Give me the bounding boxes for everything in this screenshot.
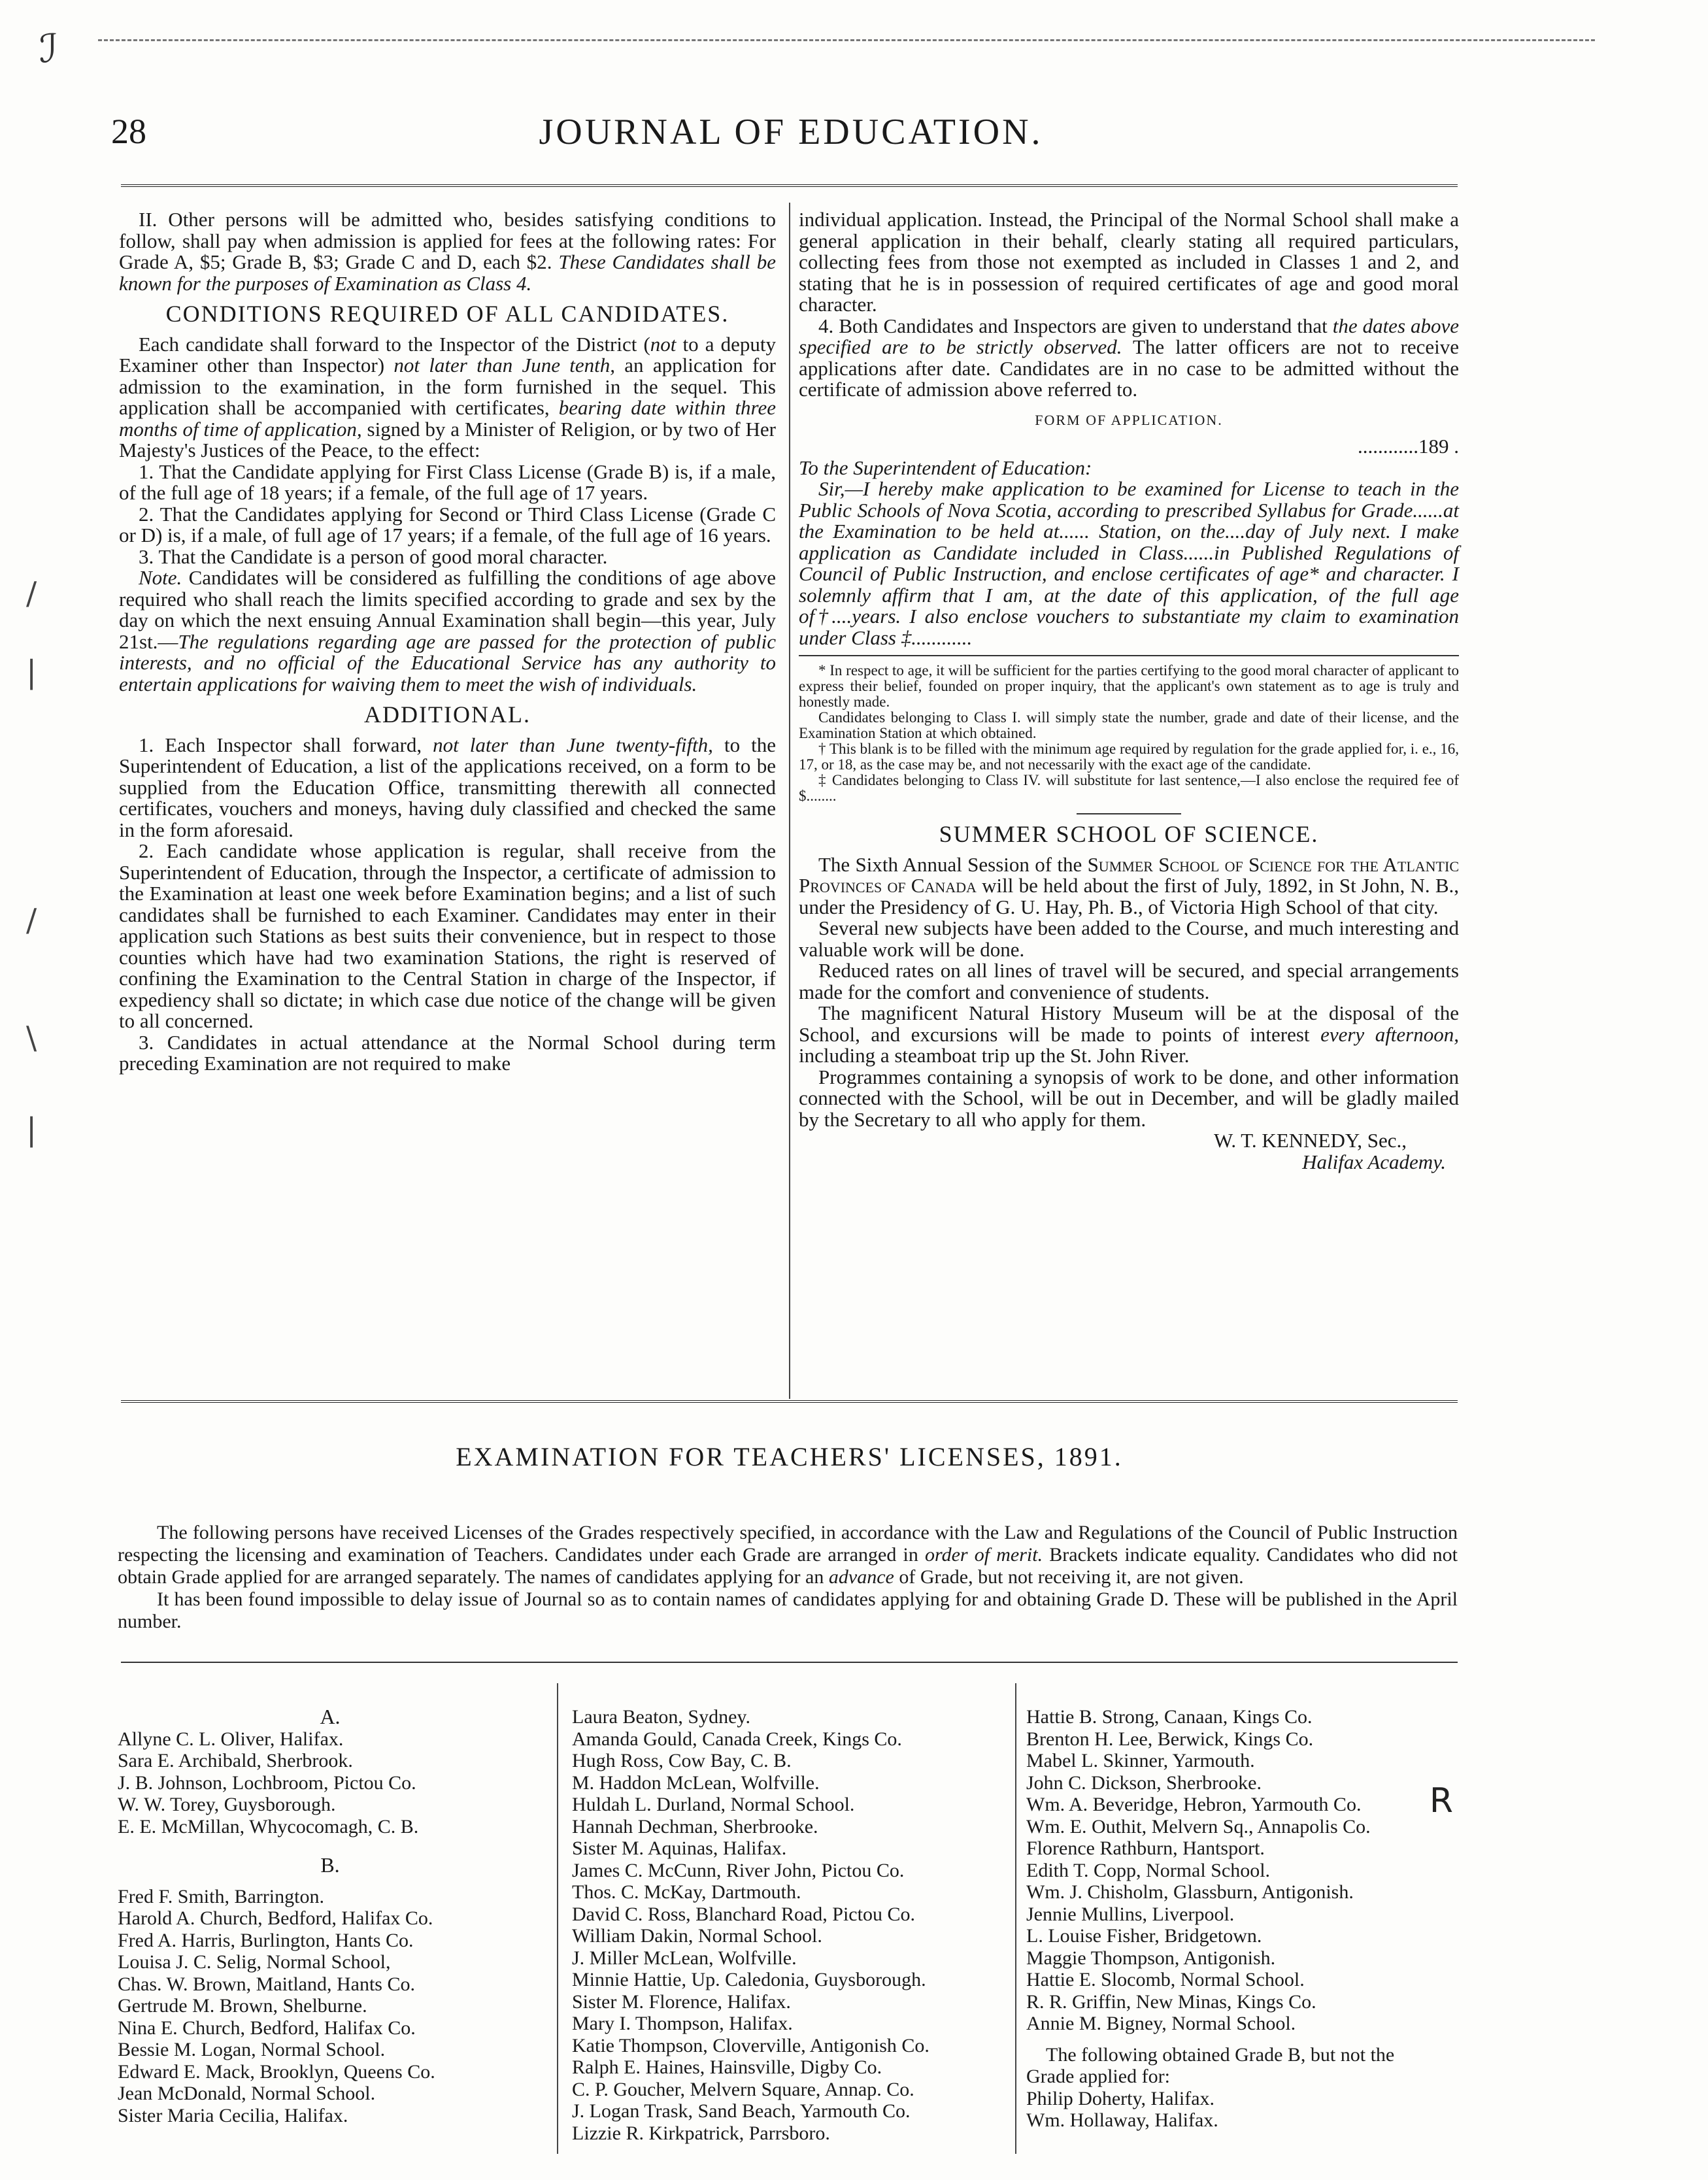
candidate-name: Chas. W. Brown, Maitland, Hants Co. (118, 1973, 415, 1995)
summer-para-3: Reduced rates on all lines of travel will be secured, and special arrangements made for the comfort and convenience of students. (799, 959, 1459, 1003)
candidate-name: Ralph E. Haines, Hainsville, Digby Co. (572, 2056, 882, 2078)
normal-school-continuation: individual application. Instead, the Principal of the Normal School shall make a general application in their behalf, clearly stating all required particulars, collecting fees from those not exempted as included in Classes 1 and 2, and stating that he is in possession of required certificates of age and good moral character. (799, 208, 1459, 316)
exam-intro-para: The following persons have received Licenses of the Grades respectively specified, in accordance with the Law and Regulations of the Council of Public Instruction respecting the licensing and examination of Teachers. Candidates under each Grade are arranged in order of merit. Brackets indicate equality. Candidates who did not obtain Grade applied for are arranged separately. The names of candidates applying for an advance of Grade, but not receiving it, are not given. (118, 1522, 1458, 1588)
candidate-name: Jennie Mullins, Liverpool. (1026, 1903, 1235, 1925)
candidate-name: Wm. Hollaway, Halifax. (1026, 2109, 1218, 2131)
candidate-name: Mabel L. Skinner, Yarmouth. (1026, 1750, 1255, 1771)
names-column-3 (1026, 1706, 1458, 2132)
candidate-name: Brenton H. Lee, Berwick, Kings Co. (1026, 1728, 1314, 1750)
condition-3: 3. That the Candidate is a person of good moral character. (139, 545, 608, 568)
additional-3: 3. Candidates in actual attendance at the Normal School during term preceding Examination are not required to make (119, 1030, 776, 1075)
names-column-1 (118, 1706, 543, 2126)
footnotes (799, 663, 1459, 804)
form-date: ............189 . (1358, 435, 1459, 458)
candidate-name: James C. McCunn, River John, Pictou Co. (572, 1859, 905, 1881)
section-rule (1077, 813, 1181, 814)
exam-title: EXAMINATION FOR TEACHERS' LICENSES, 1891. (456, 1442, 1123, 1471)
header-rule (121, 184, 1458, 187)
candidate-name: Maggie Thompson, Antigonish. (1026, 1947, 1276, 1969)
grade-a-list (118, 1728, 543, 1838)
names-divider-2 (1015, 1683, 1016, 2154)
candidate-name: Huldah L. Durland, Normal School. (572, 1794, 855, 1815)
footnote-blank: † This blank is to be filled with the minimum age required by regulation for the grade applied for, i. e., 16, 17, or 18, as the case may be, and not necessarily with the exact age of the candidate. (799, 741, 1459, 773)
candidate-name: W. W. Torey, Guysborough. (118, 1794, 336, 1815)
candidate-name: Hugh Ross, Cow Bay, C. B. (572, 1750, 792, 1771)
condition-2: 2. That the Candidates applying for Second or Third Class License (Grade C or D) is, if a male, of full age of 17 years; if a female, of the full age of 16 years. (119, 502, 776, 546)
col3-list (1026, 1706, 1458, 2035)
candidate-name: R. R. Griffin, New Minas, Kings Co. (1026, 1990, 1316, 2013)
candidate-name: J. Logan Trask, Sand Beach, Yarmouth Co. (572, 2100, 911, 2122)
para-ii: II. Other persons will be admitted who, besides satisfying conditions to follow, shall pay when admission is applied for fees at the following rates: For Grade A, $5; Grade B, $3; Grade C and D, each $2. These Candidates shall be known for the purposes of Examination as Class 4. (119, 208, 776, 295)
grade-b-list (118, 1886, 543, 2127)
summer-school-heading: SUMMER SCHOOL OF SCIENCE. (939, 821, 1319, 847)
candidate-name: Fred A. Harris, Burlington, Hants Co. (118, 1929, 414, 1951)
candidate-name: Wm. J. Chisholm, Glassburn, Antigonish. (1026, 1881, 1354, 1903)
summer-para-2: Several new subjects have been added to the Course, and much interesting and valuable work will be done. (799, 916, 1459, 961)
candidate-name: Wm. E. Outhit, Melvern Sq., Annapolis Co. (1026, 1815, 1371, 1837)
candidate-name: Hattie E. Slocomb, Normal School. (1026, 1969, 1305, 1990)
candidate-name: Allyne C. L. Oliver, Halifax. (118, 1728, 344, 1750)
footnote-age: * In respect to age, it will be sufficient for the parties certifying to the good moral character of applicant to express their belief, founded on proper inquiry, that the applicant's own statement as to age is truly and honestly made. (799, 662, 1459, 710)
candidate-name: Mary I. Thompson, Halifax. (572, 2013, 793, 2034)
candidate-name: Sister Maria Cecilia, Halifax. (118, 2104, 348, 2126)
candidate-name: Katie Thompson, Cloverville, Antigonish Co. (572, 2034, 929, 2056)
candidate-name: Florence Rathburn, Hantsport. (1026, 1837, 1265, 1859)
right-column (799, 209, 1459, 1173)
candidate-name: David C. Ross, Blanchard Road, Pictou Co. (572, 1903, 915, 1925)
candidate-name: Lizzie R. Kirkpatrick, Parrsboro. (572, 2122, 830, 2144)
condition-1: 1. That the Candidate applying for First Class License (Grade B) is, if a male, of the full age of 18 years; if a female, of the full age of 17 years. (119, 460, 776, 504)
corner-mark: ℐ (39, 27, 58, 71)
candidate-name: Bessie M. Logan, Normal School. (118, 2039, 386, 2060)
margin-mark: | (26, 654, 37, 690)
candidate-name: Gertrude M. Brown, Shelburne. (118, 1995, 367, 2017)
candidate-name: Louisa J. C. Selig, Normal School, (118, 1951, 391, 1973)
handwritten-annotation: R (1429, 1781, 1453, 1820)
grade-b-not-applied-note: The following obtained Grade B, but not the Grade applied for: (1026, 2043, 1395, 2087)
conditions-intro: Each candidate shall forward to the Inspector of the District (not to a deputy Examiner other than Inspector) not later than June tenth, an application for admission to the examination, in the form furnished in the sequel. This application shall be accompanied with certificates, bearing date within three months of time of application, signed by a Minister of Religion, or by two of Her Majesty's Justices of the Peace, to the effect: (119, 332, 776, 461)
candidate-name: J. Miller McLean, Wolfville. (572, 1947, 797, 1969)
candidate-name: Harold A. Church, Bedford, Halifax Co. (118, 1907, 433, 1929)
col3-after-list (1026, 2088, 1458, 2132)
candidate-name: C. P. Goucher, Melvern Square, Annap. Co. (572, 2078, 914, 2100)
candidate-name: Thos. C. McKay, Dartmouth. (572, 1881, 801, 1903)
candidate-name: J. B. Johnson, Lochbroom, Pictou Co. (118, 1771, 416, 1794)
left-column (119, 209, 776, 1075)
page-header (111, 111, 1471, 163)
summer-para-1: The Sixth Annual Session of the Summer School of Science for the Atlantic Provinces of Canada will be held about the first of July, 1892, in St John, N. B., under the Presidency of G. U. Hay, Ph. B., of Victoria High School of that city. (799, 852, 1459, 918)
footnote-rule (799, 655, 1459, 656)
candidate-name: Sara E. Archibald, Sherbrook. (118, 1750, 353, 1771)
margin-mark: / (26, 575, 37, 612)
grade-b-label: B. (320, 1853, 340, 1877)
candidate-name: L. Louise Fisher, Bridgetown. (1026, 1925, 1262, 1947)
candidate-name: Jean McDonald, Normal School. (118, 2083, 376, 2104)
additional-2: 2. Each candidate whose application is regular, shall receive from the Superintendent of Education, through the Inspector, a certificate of admission to the Examination at least one week before Examination begins; and a list of such candidates shall be furnished to each Examiner. Candidates may enter in their application such Stations as best suits their convenience, but in respect to those counties which have had two examination Stations, the right is reserved of confining the Examination to the Central Station in charge of the Inspector, if expediency shall so dictate; in which case due notice of the change will be given to all concerned. (119, 839, 776, 1032)
exam-intro (118, 1522, 1458, 1633)
exam-note-para: It has been found impossible to delay issue of Journal so as to contain names of candidates applying for and obtaining Grade D. These will be published in the April number. (118, 1588, 1458, 1632)
journal-title: JOURNAL OF EDUCATION. (539, 112, 1043, 152)
candidate-name: Hannah Dechman, Sherbrooke. (572, 1815, 818, 1837)
form-body: Sir,—I hereby make application to be examined for License to teach in the Public Schools of Nova Scotia, according to prescribed Syllabus for Grade......at the Examination to be held at...... Station, on the....day of July next. I make application as Candidate included in Class......in Published Regulations of Council of Public Instruction, and enclose certificates of age* and character. I solemnly affirm that I am, at the date of this application, of the full age of†....years. I also enclose vouchers to substantiate my claim to examination under Class ‡............ (799, 477, 1459, 649)
footnote-class-i: Candidates belonging to Class I. will simply state the number, grade and date of their license, and the Examination Station at which obtained. (799, 709, 1459, 741)
candidate-name: Laura Beaton, Sydney. (572, 1706, 750, 1728)
candidate-name: John C. Dickson, Sherbrooke. (1026, 1771, 1262, 1794)
candidate-name: E. E. McMillan, Whycocomagh, C. B. (118, 1815, 419, 1837)
candidate-name: Edward E. Mack, Brooklyn, Queens Co. (118, 2060, 435, 2083)
candidate-name: Edith T. Copp, Normal School. (1026, 1859, 1271, 1881)
candidate-name: Sister M. Florence, Halifax. (572, 1990, 791, 2013)
names-column-2 (572, 1706, 1016, 2144)
section-rule-thick (121, 1400, 1458, 1403)
form-addressee: To the Superintendent of Education: (799, 456, 1092, 479)
names-divider-1 (557, 1683, 558, 2154)
additional-1: 1. Each Inspector shall forward, not later than June twenty-fifth, to the Superintendent of Education, a list of the applications received, on a form to be supplied from the Education Office, transmitting therewith all connected certificates, vouchers and moneys, having duly classified and checked the same in the form aforesaid. (119, 733, 776, 841)
conditions-heading: CONDITIONS REQUIRED OF ALL CANDIDATES. (165, 301, 729, 327)
margin-mark: | (26, 1111, 37, 1148)
candidate-name: Annie M. Bigney, Normal School. (1026, 2013, 1296, 2034)
candidate-name: Philip Doherty, Halifax. (1026, 2087, 1215, 2109)
margin-mark: \ (26, 1020, 37, 1056)
candidate-name: Wm. A. Beveridge, Hebron, Yarmouth Co. (1026, 1794, 1362, 1815)
margin-mark: / (26, 902, 37, 939)
column-divider (789, 203, 790, 1399)
grade-a-label: A. (320, 1705, 341, 1728)
para-4: 4. Both Candidates and Inspectors are given to understand that the dates above specified are to be strictly observed. The latter officers are not to receive applications after date. Candidates are in no case to be admitted without the certificate of admission above referred to. (799, 314, 1460, 401)
summer-para-4: The magnificent Natural History Museum will be at the disposal of the School, and excursions will be made to points of interest every afternoon, including a steamboat trip up the St. John River. (799, 1001, 1459, 1067)
page-number: 28 (111, 112, 146, 151)
summer-para-5: Programmes containing a synopsis of work to be done, and other information connected with the School, will be out in December, and will be gladly mailed by the Secretary to all who apply for them. (799, 1065, 1459, 1131)
candidate-name: Nina E. Church, Bedford, Halifax Co. (118, 2017, 416, 2039)
note-paragraph: Note. Candidates will be considered as fulfilling the conditions of age above required who shall reach the limits specified according to grade and sex by the day on which the next ensuing Annual Examination shall begin—this year, July 21st.—The regulations regarding age are passed for the protection of public interests, and no official of the Educational Service has any authority to entertain applications for waiving them to meet the wish of individuals. (119, 566, 776, 696)
additional-heading: ADDITIONAL. (364, 701, 531, 728)
signature: W. T. KENNEDY, Sec., (1213, 1129, 1407, 1152)
candidate-name: Amanda Gould, Canada Creek, Kings Co. (572, 1728, 902, 1750)
col2-list (572, 1706, 1016, 2144)
candidate-name: Sister M. Aquinas, Halifax. (572, 1837, 787, 1859)
names-top-rule (121, 1662, 1458, 1663)
candidate-name: William Dakin, Normal School. (572, 1925, 822, 1947)
top-scan-line (98, 39, 1595, 41)
candidate-name: M. Haddon McLean, Wolfville. (572, 1771, 820, 1794)
form-heading: FORM OF APPLICATION. (1035, 411, 1223, 428)
candidate-name: Hattie B. Strong, Canaan, Kings Co. (1026, 1706, 1313, 1728)
signature-place: Halifax Academy. (1302, 1150, 1446, 1173)
footnote-class-iv: ‡ Candidates belonging to Class IV. will substitute for last sentence,—I also enclose the required fee of $........ (799, 772, 1459, 804)
candidate-name: Minnie Hattie, Up. Caledonia, Guysborough. (572, 1969, 926, 1990)
candidate-name: Fred F. Smith, Barrington. (118, 1885, 324, 1907)
